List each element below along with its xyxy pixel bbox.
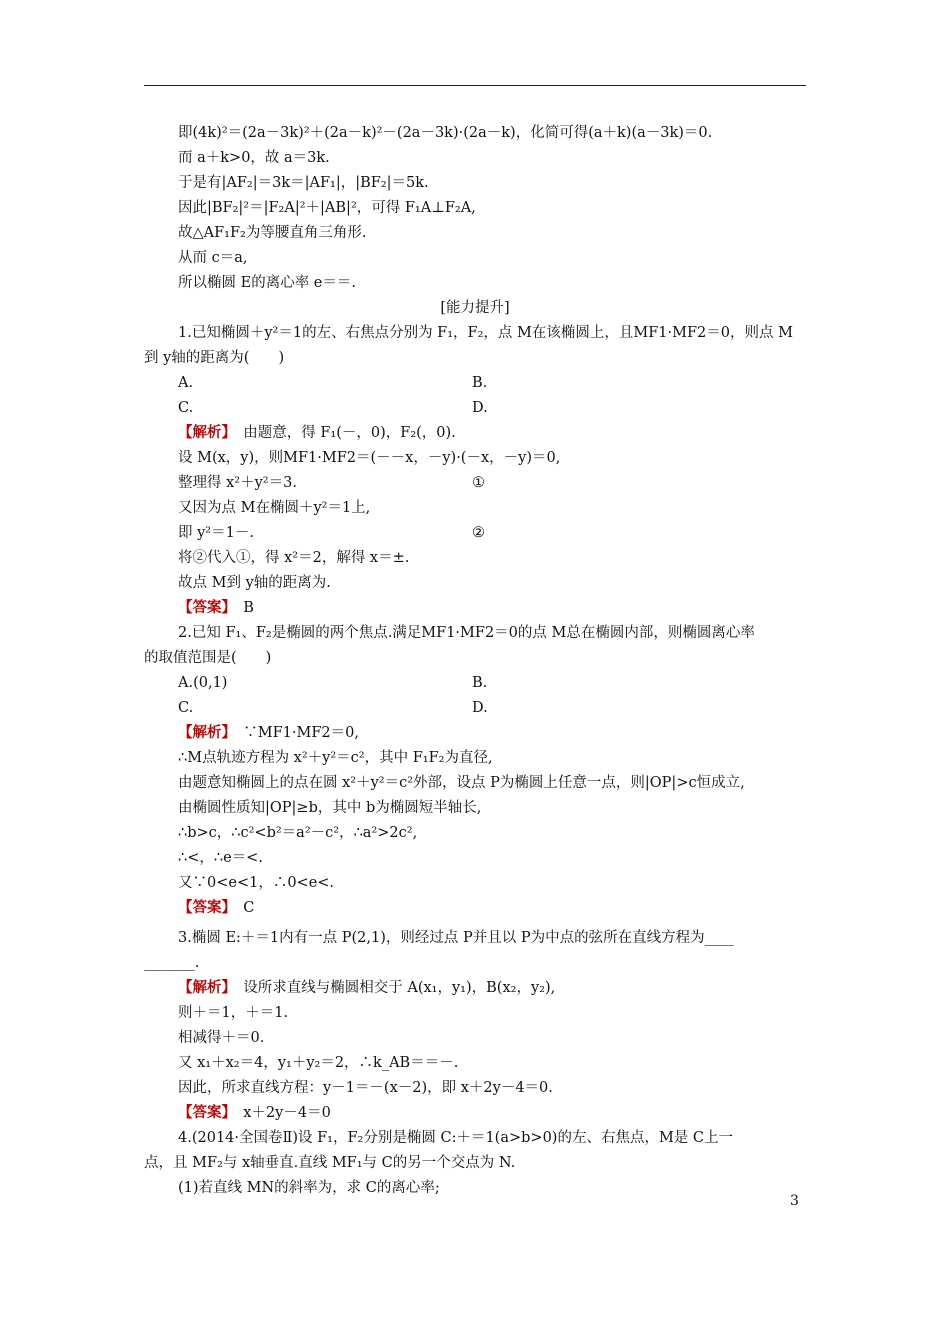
text-line: 又 x₁＋x₂＝4，y₁＋y₂＝2，∴k_AB＝＝－. bbox=[178, 1055, 459, 1071]
text-line: 3.椭圆 E:＋＝1内有一点 P(2,1)，则经过点 P并且以 P为中点的弦所在直线方程为____ bbox=[178, 930, 734, 946]
text-line: 因此|BF₂|²＝|F₂A|²＋|AB|²，可得 F₁A⊥F₂A, bbox=[178, 200, 476, 216]
labeled-line bbox=[178, 898, 254, 918]
text-line: _______. bbox=[144, 955, 200, 971]
choice-d: D. bbox=[472, 700, 488, 716]
text-line: 则＋＝1，＋＝1. bbox=[178, 1005, 289, 1021]
section-tag: 【答案】 bbox=[178, 1104, 229, 1121]
choice-c: C. bbox=[178, 700, 194, 716]
text-line: (1)若直线 MN的斜率为，求 C的离心率; bbox=[178, 1180, 440, 1196]
section-tag: 【答案】 bbox=[178, 599, 229, 616]
text-line: 由椭圆性质知|OP|≥b，其中 b为椭圆短半轴长, bbox=[178, 800, 482, 816]
text-line: 1.已知椭圆＋y²＝1的左、右焦点分别为 F₁，F₂，点 M在该椭圆上，且MF1·MF2＝0，则点 M bbox=[178, 325, 793, 341]
text-line: 故点 M到 y轴的距离为. bbox=[178, 575, 331, 591]
text-line: 由题意知椭圆上的点在圆 x²＋y²＝c²外部，设点 P为椭圆上任意一点，则|OP|>c恒成立, bbox=[178, 775, 745, 791]
labeled-line-text: x＋2y－4＝0 bbox=[228, 1105, 331, 1121]
labeled-line-text: B bbox=[228, 600, 254, 616]
labeled-line-text: C bbox=[228, 900, 255, 916]
text-line: 相减得＋＝0. bbox=[178, 1030, 265, 1046]
choice-b: B. bbox=[472, 675, 488, 691]
text-line: 2.已知 F₁、F₂是椭圆的两个焦点.满足MF1·MF2＝0的点 M总在椭圆内部，则椭圆离心率 bbox=[178, 625, 755, 641]
text-line: 又∵0<e<1，∴0<e<. bbox=[178, 875, 335, 891]
text-line: 4.(2014·全国卷Ⅱ)设 F₁，F₂分别是椭圆 C:＋＝1(a>b>0)的左、右焦点，M是 C上一 bbox=[178, 1130, 733, 1146]
section-title: [能力提升] bbox=[440, 300, 510, 316]
labeled-line-text: ∵MF1·MF2＝0, bbox=[228, 725, 359, 741]
labeled-line bbox=[178, 978, 555, 998]
text-line: 即 y²＝1－. bbox=[178, 525, 254, 541]
equation-marker: ② bbox=[472, 525, 485, 541]
text-line: ∴M点轨迹方程为 x²＋y²＝c²，其中 F₁F₂为直径, bbox=[178, 750, 493, 766]
text-line: 而 a＋k>0，故 a＝3k. bbox=[178, 150, 330, 166]
equation-marker: ① bbox=[472, 475, 485, 491]
text-line: 于是有|AF₂|＝3k＝|AF₁|，|BF₂|＝5k. bbox=[178, 175, 429, 191]
choice-d: D. bbox=[472, 400, 488, 416]
choice-b: B. bbox=[472, 375, 488, 391]
text-line: 点，且 MF₂与 x轴垂直.直线 MF₁与 C的另一个交点为 N. bbox=[144, 1155, 516, 1171]
choice-a: A.(0,1) bbox=[178, 675, 228, 691]
text-line: 的取值范围是( ) bbox=[144, 650, 272, 666]
text-line: 到 y轴的距离为( ) bbox=[144, 350, 285, 366]
labeled-line bbox=[178, 1103, 331, 1123]
text-line: 设 M(x，y)，则MF1·MF2＝(－－x，－y)·(－x，－y)＝0, bbox=[178, 450, 561, 466]
labeled-line bbox=[178, 723, 359, 743]
text-line: 又因为点 M在椭圆＋y²＝1上, bbox=[178, 500, 371, 516]
header-rule bbox=[144, 85, 806, 86]
text-line: 整理得 x²＋y²＝3. bbox=[178, 475, 297, 491]
text-line: 从而 c＝a, bbox=[178, 250, 248, 266]
choice-c: C. bbox=[178, 400, 194, 416]
section-tag: 【解析】 bbox=[178, 979, 229, 996]
text-line: ∴<，∴e＝<. bbox=[178, 850, 263, 866]
labeled-line-text: 设所求直线与椭圆相交于 A(x₁，y₁)，B(x₂，y₂), bbox=[228, 980, 556, 996]
labeled-line bbox=[178, 598, 254, 618]
labeled-line-text: 由题意，得 F₁(－，0)，F₂(，0). bbox=[228, 425, 456, 441]
text-line: 所以椭圆 E的离心率 e＝＝. bbox=[178, 275, 356, 291]
page-number: 3 bbox=[790, 1193, 799, 1209]
section-tag: 【答案】 bbox=[178, 899, 229, 916]
section-tag: 【解析】 bbox=[178, 724, 229, 741]
section-tag: 【解析】 bbox=[178, 424, 229, 441]
text-line: 将②代入①，得 x²＝2，解得 x＝±. bbox=[178, 550, 410, 566]
text-line: 即(4k)²＝(2a－3k)²＋(2a－k)²－(2a－3k)·(2a－k)，化简可得(a＋k)(a－3k)＝0. bbox=[178, 125, 713, 141]
choice-a: A. bbox=[178, 375, 194, 391]
labeled-line bbox=[178, 423, 456, 443]
text-line: ∴b>c，∴c²<b²＝a²－c²，∴a²>2c², bbox=[178, 825, 418, 841]
text-line: 故△AF₁F₂为等腰直角三角形. bbox=[178, 225, 367, 241]
text-line: 因此，所求直线方程：y－1＝－(x－2)，即 x＋2y－4＝0. bbox=[178, 1080, 553, 1096]
